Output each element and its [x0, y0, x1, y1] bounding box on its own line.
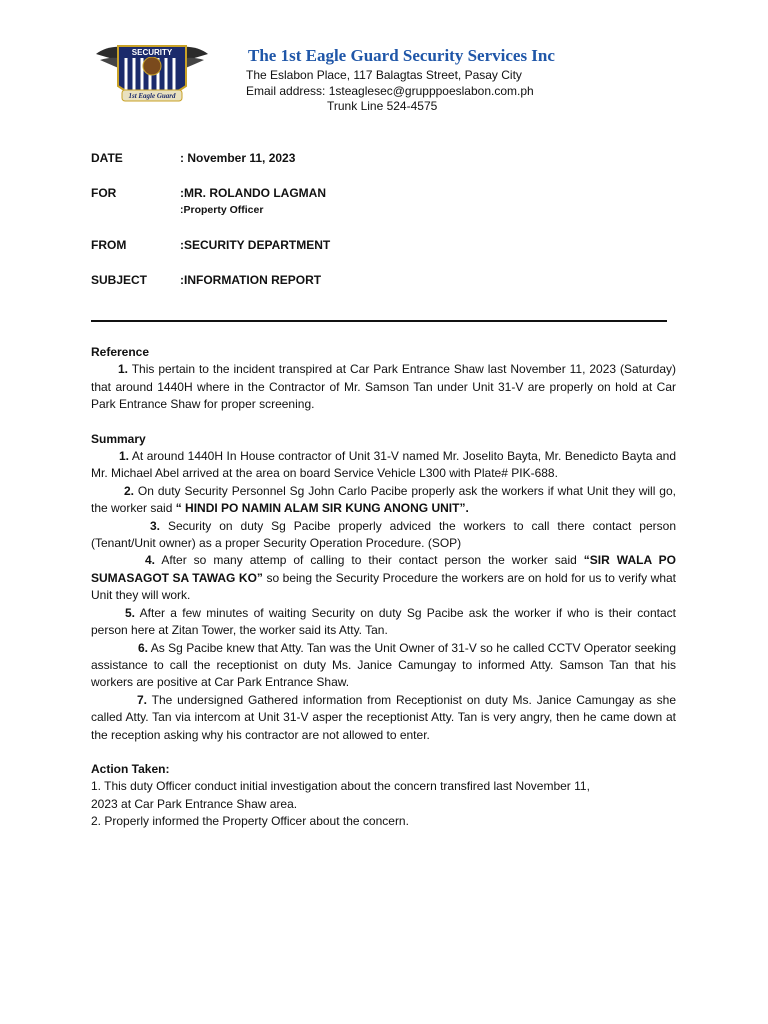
date-label: DATE	[91, 151, 123, 165]
subject-value: :INFORMATION REPORT	[180, 273, 322, 287]
summary-item-5-text: After a few minutes of waiting Security on duty Sg Pacibe ask the worker if who is their contact person here at Zitan Tower, the worker said its Atty. Tan.	[91, 605, 676, 638]
summary-item-2	[91, 483, 676, 518]
subject-label: SUBJECT	[91, 273, 148, 287]
action-heading: Action Taken:	[91, 761, 170, 776]
action-line-2: 2023 at Car Park Entrance Shaw area.	[91, 796, 298, 811]
summary-item-1	[91, 448, 676, 483]
logo-top-text: SECURITY	[131, 48, 173, 57]
reference-heading: Reference	[91, 345, 150, 359]
action-line-3: 2. Properly informed the Property Officer about the concern.	[91, 814, 409, 829]
reference-number: 1.	[118, 362, 129, 377]
company-name: The 1st Eagle Guard Security Services Inc	[248, 46, 555, 65]
spacer	[91, 414, 676, 431]
from-value: :SECURITY DEPARTMENT	[180, 238, 331, 252]
action-line-1: 1. This duty Officer conduct initial investigation about the concern transfired last November 11,	[91, 779, 590, 794]
summary-item-2-text: On duty Security Personnel Sg John Carlo Pacibe properly ask the workers if what Unit they will go, the worker said	[91, 483, 676, 516]
company-email: Email address: 1steaglesec@grupppoeslabon.com.ph	[246, 84, 534, 98]
summary-item-1-number: 1.	[119, 449, 130, 464]
summary-item-5-number: 5.	[125, 605, 136, 620]
summary-item-7	[91, 692, 676, 744]
summary-item-3-number: 3.	[150, 518, 161, 533]
company-address: The Eslabon Place, 117 Balagtas Street, Pasay City	[246, 68, 522, 82]
divider-line	[91, 320, 667, 322]
summary-item-4-text-2: so being the Security Procedure the workers are on hold for us to verify what Unit they will work.	[91, 570, 676, 603]
summary-item-2-number: 2.	[124, 483, 135, 498]
summary-item-4-number: 4.	[145, 553, 156, 568]
summary-item-6	[91, 640, 676, 692]
report-body	[91, 344, 676, 831]
company-address-block	[246, 67, 534, 99]
from-label: FROM	[91, 238, 127, 252]
reference-paragraph	[91, 361, 676, 413]
company-trunk-line: Trunk Line 524-4575	[327, 99, 438, 113]
company-logo	[92, 36, 212, 112]
summary-item-4	[91, 552, 676, 604]
summary-item-7-text: The undersigned Gathered information from Receptionist on duty Ms. Janice Camungay as she called Atty. Tan via intercom at Unit 31-V asper the receptionist Atty. Tan is very angry, then he came down at the reception asking why his contractor are not allowed to enter.	[91, 692, 676, 742]
summary-item-5	[91, 605, 676, 640]
reference-text: This pertain to the incident transpired at Car Park Entrance Shaw last November 11, 2023 (Saturday) that around 1440H where in the Contractor of Mr. Samson Tan under Unit 31-V are properly on hold at Car Park Entrance Shaw for proper screening.	[91, 362, 676, 412]
summary-item-4-text: After so many attemp of calling to their contact person the worker said	[155, 553, 584, 568]
summary-item-4-quote: “SIR WALA PO SUMASAGOT SA TAWAG KO”	[91, 553, 676, 585]
summary-item-1-text: At around 1440H In House contractor of Unit 31-V named Mr. Joselito Bayta, Mr. Benedicto Bayta and Mr. Michael Abel arrived at the area on board Service Vehicle L300 with Plate# PIK-688.	[91, 449, 676, 481]
summary-item-6-number: 6.	[138, 640, 149, 655]
for-value: :MR. ROLANDO LAGMAN	[180, 186, 326, 200]
summary-item-6-text: As Sg Pacibe knew that Atty. Tan was the Unit Owner of 31-V so he called CCTV Operator seeking assistance to call the receptionist on duty Ms. Janice Camungay to informed Atty. Samson Tan that his workers are positive at Car Park Entrance Shaw.	[91, 640, 676, 690]
summary-item-3-text: Security on duty Sg Pacibe properly adviced the workers to call there contact person (Tenant/Unit owner) as a proper Security Operation Procedure. (SOP)	[91, 518, 676, 551]
summary-item-2-quote: “ HINDI PO NAMIN ALAM SIR KUNG ANONG UNIT”.	[175, 501, 469, 516]
summary-heading: Summary	[91, 431, 146, 446]
summary-item-3	[91, 518, 676, 553]
for-title: :Property Officer	[180, 204, 264, 216]
for-label: FOR	[91, 186, 117, 200]
date-value: : November 11, 2023	[180, 151, 296, 165]
spacer	[91, 744, 676, 761]
logo-bottom-text: 1st Eagle Guard	[128, 92, 176, 100]
summary-item-7-number: 7.	[137, 692, 148, 707]
